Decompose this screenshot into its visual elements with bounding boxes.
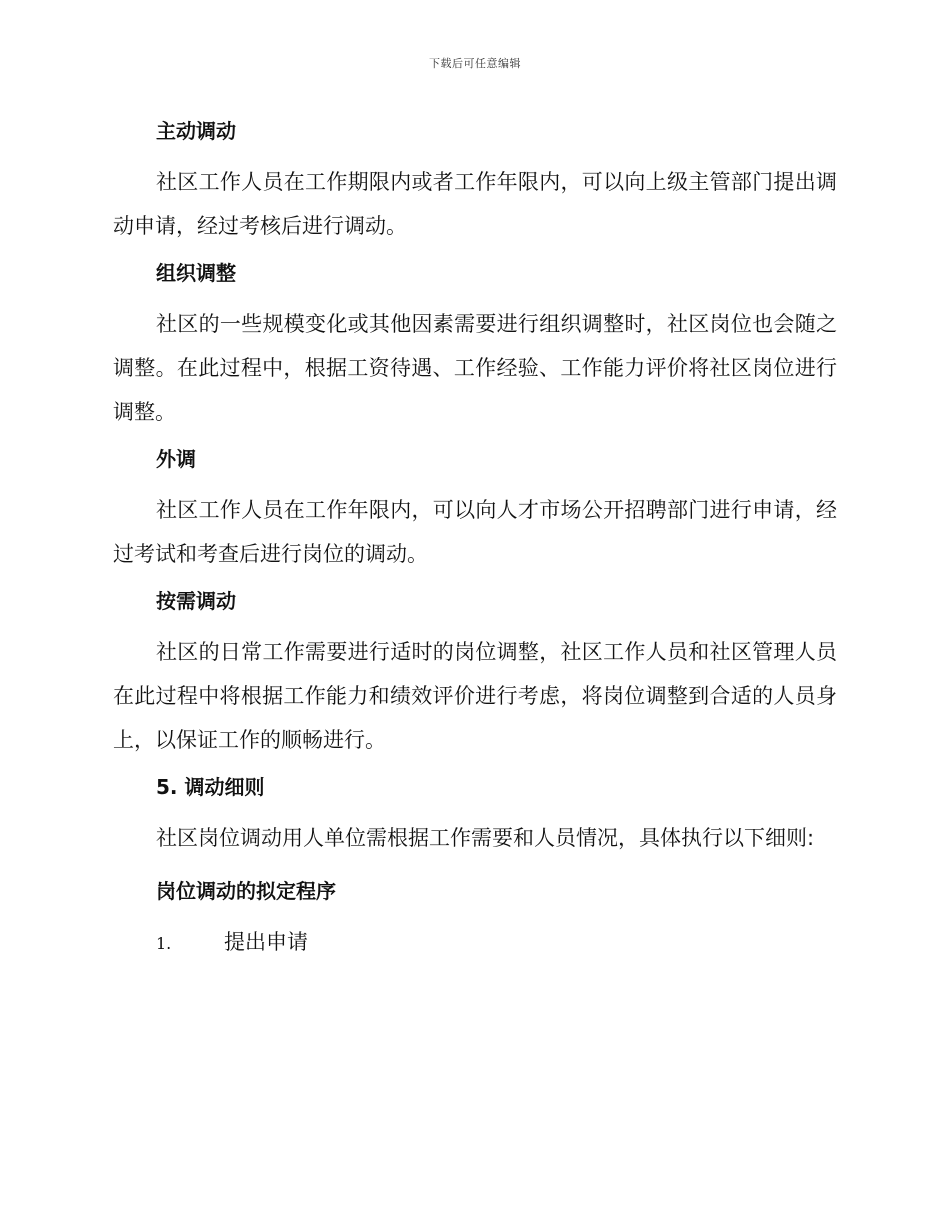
section-heading-on-demand-transfer: 按需调动 <box>156 589 236 613</box>
section-heading-org-adjustment: 组织调整 <box>156 261 236 285</box>
section-heading-external-transfer: 外调 <box>156 447 196 471</box>
list-item-number: 1. <box>156 934 172 953</box>
section-heading-active-transfer: 主动调动 <box>156 119 236 143</box>
section-paragraph-external-transfer: 社区工作人员在工作年限内，可以向人才市场公开招聘部门进行申请，经过考试和考查后进行岗位的调动。 <box>113 498 837 566</box>
list-item <box>113 920 837 966</box>
section-heading-transfer-rules: 5. 调动细则 <box>156 775 265 799</box>
list-item-text: 提出申请 <box>224 930 308 954</box>
document-body <box>113 112 837 966</box>
subsection-heading: 岗位调动的拟定程序 <box>156 879 336 903</box>
section-paragraph-on-demand-transfer: 社区的日常工作需要进行适时的岗位调整，社区工作人员和社区管理人员在此过程中将根据工作能力和绩效评价进行考虑，将岗位调整到合适的人员身上，以保证工作的顺畅进行。 <box>113 640 837 752</box>
section-paragraph-org-adjustment: 社区的一些规模变化或其他因素需要进行组织调整时，社区岗位也会随之调整。在此过程中，根据工资待遇、工作经验、工作能力评价将社区岗位进行调整。 <box>113 312 837 424</box>
header-note: 下载后可任意编辑 <box>429 57 521 70</box>
section-paragraph-transfer-rules: 社区岗位调动用人单位需根据工作需要和人员情况，具体执行以下细则: <box>156 826 815 850</box>
section-paragraph-active-transfer: 社区工作人员在工作期限内或者工作年限内，可以向上级主管部门提出调动申请，经过考核后进行调动。 <box>113 170 837 238</box>
